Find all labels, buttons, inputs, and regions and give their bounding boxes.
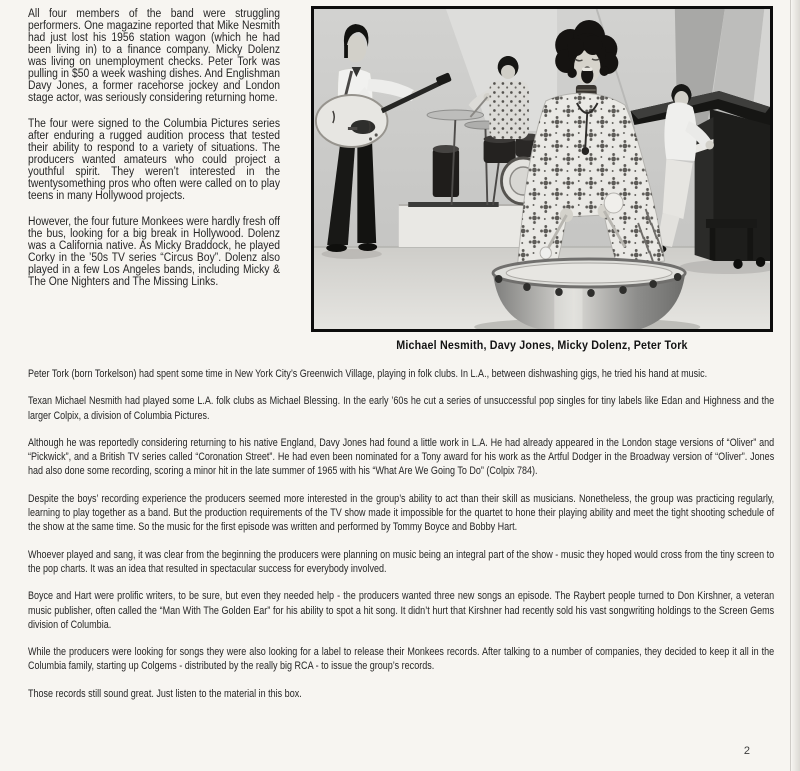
left-paragraph-2: The four were signed to the Columbia Pictures series after enduring a rugged audition process that tested their ability to respond to a variety of situations. The producers wanted amateurs who could project a youthful spirit. They weren’t interested in the twentysomething pros who often were called on to play teens in many Hollywood projects.	[28, 118, 280, 202]
body-paragraph-5: Whoever played and sang, it was clear from the beginning the producers were planning on music being an integral part of the show - music they hoped would cross from the tiny screen to the pop charts. It was an idea that resulted in spectacular success for everybody involved.	[28, 548, 775, 575]
page-number: 2	[743, 745, 750, 757]
body-paragraph-2: Texan Michael Nesmith had played some L.A. folk clubs as Michael Blessing. In the early ’60s he cut a series of unsuccessful pop singles for tiny labels like Edan and Highness and the larger Colpix, a division of Columbia Pictures.	[28, 395, 775, 422]
body-paragraph-7: While the producers were looking for songs they were also looking for a label to release their Monkees records. After talking to a number of companies, they decided to keep it all in the Columbia family, starting up Colgems - distributed by the really big RCA - to issue the group’s records.	[28, 646, 775, 673]
body-paragraph-8: Those records still sound great. Just listen to the material in this box.	[28, 687, 302, 700]
body-paragraph-1: Peter Tork (born Torkelson) had spent some time in New York City’s Greenwich Village, playing in folk clubs. In L.A., between dishwashing gigs, he tried his hand at music.	[28, 368, 708, 380]
band-photo-figure	[311, 6, 773, 352]
left-paragraph-1: All four members of the band were struggling performers. One magazine reported that Mike Nesmith had just lost his 1956 station wagon (which he had been living in) to a finance company. Micky Dolenz was living on unemployment checks. Peter Tork was pulling in $50 a week washing dishes. And Englishman Davy Jones, a former racehorse jockey and London stage actor, was seriously considering returning home.	[28, 8, 280, 104]
left-column	[28, 6, 308, 302]
top-section	[28, 6, 773, 352]
band-photo-illustration	[314, 9, 770, 329]
band-photo	[311, 6, 773, 332]
photo-caption: Michael Nesmith, Davy Jones, Micky Dolenz, Peter Tork	[396, 340, 688, 352]
body-paragraph-6: Boyce and Hart were prolific writers, to be sure, but even they needed help - the producers wanted three new songs an episode. The Raybert people turned to Don Kirshner, a veteran music publisher, often called the “Man With The Golden Ear” for his ability to spot a hit song. It didn’t hurt that Kirshner had recently sold his vast songwriting holdings to the Screen Gems division of Columbia.	[28, 590, 775, 631]
body-paragraph-3: Although he was reportedly considering returning to his native England, Davy Jones had found a little work in L.A. He had already appeared in the London stage versions of “Oliver” and “Pickwick”, and a British TV series called “Coronation Street”. He had even been nominated for a Tony award for his work as the Artful Dodger in the Broadway version of “Oliver”. Jones had also done some recording, scoring a minor hit in the late summer of 1965 with his “What Are We Going To Do” (Colpix 784).	[28, 436, 775, 478]
body-paragraph-4: Despite the boys’ recording experience the producers seemed more interested in the group’s ability to act than their skill as musicians. Nonetheless, the group was practicing regularly, learning to play together as a band. But the production requirements of the TV show made it impossible for the quartet to hone their playing ability and meet the tight shooting schedule of the show at the same time. So the music for the first episode was written and performed by Tommy Boyce and Bobby Hart.	[28, 492, 775, 534]
article-body	[28, 367, 773, 701]
left-paragraph-3: However, the four future Monkees were hardly fresh off the bus, looking for a big break in Hollywood. Dolenz was a California native. As Micky Braddock, he played Corky in the ’50s TV series “Circus Boy”. Dolenz also played in a few Los Angeles bands, including Micky & The One Nighters and The Missing Links.	[28, 216, 280, 288]
